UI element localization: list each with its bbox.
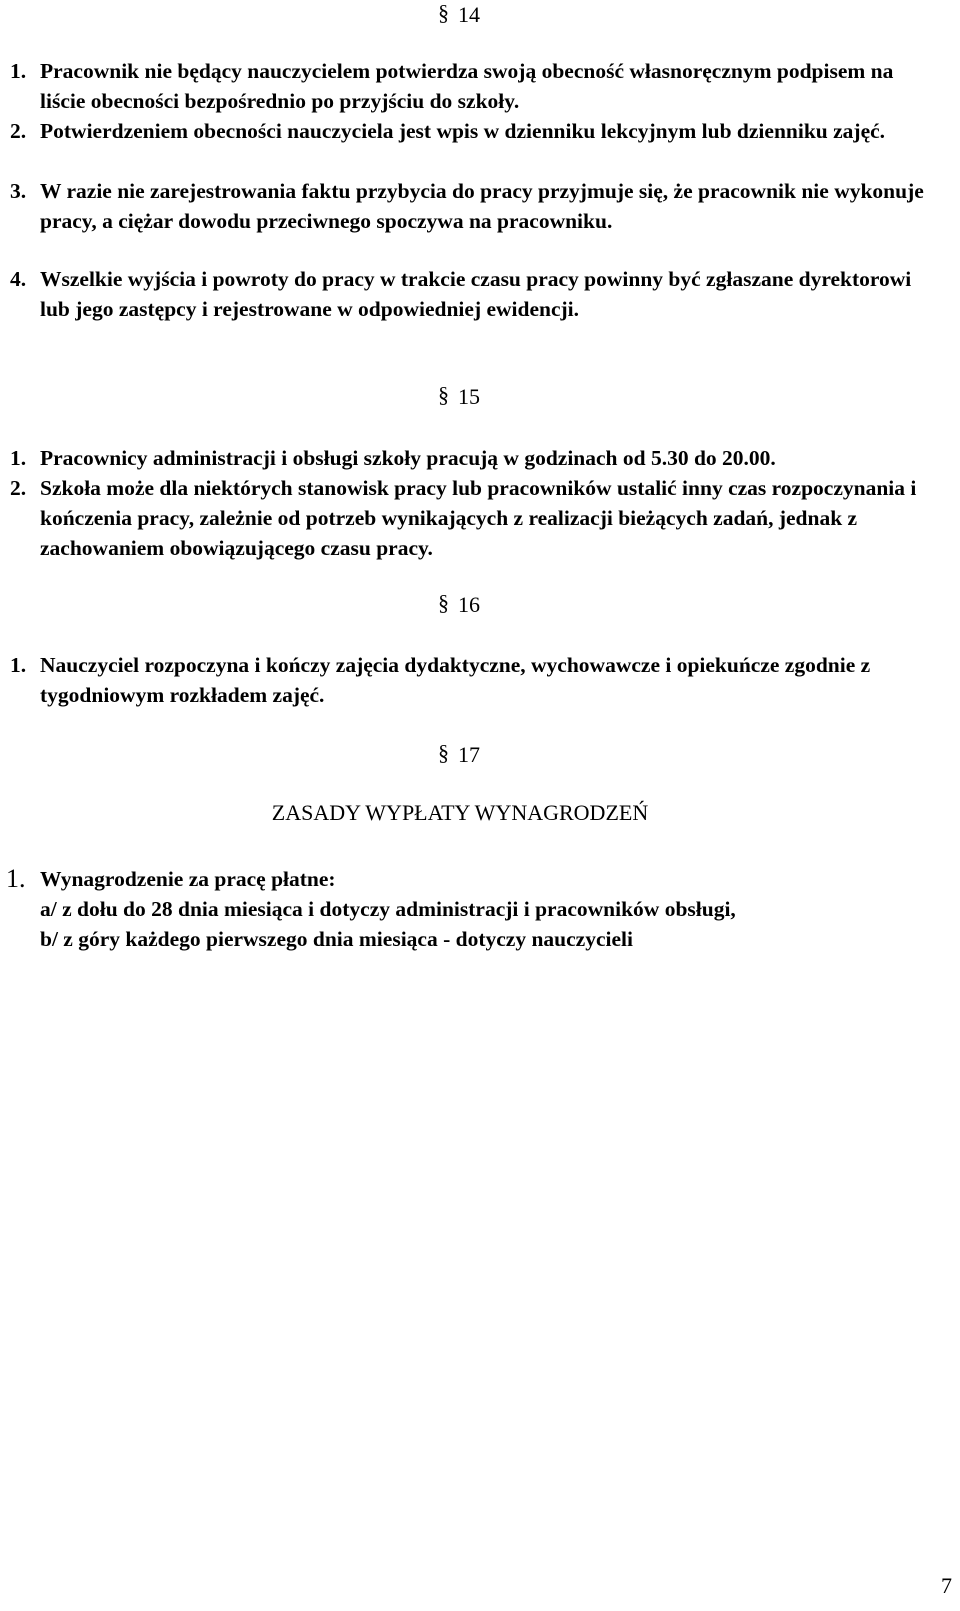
sub-item: a/ z dołu do 28 dnia miesiąca i dotyczy administracji i pracowników obsługi,: [40, 897, 736, 921]
item-text: Potwierdzeniem obecności nauczyciela jest wpis w dzienniku lekcyjnym lub dzienniku zajęć.: [40, 119, 886, 143]
item-text: Wszelkie wyjścia i powroty do pracy w trakcie czasu pracy powinny być zgłaszane dyrektorowi lub jego zastępcy i rejestrowane w odpowiedniej ewidencji.: [40, 267, 912, 321]
section-sign-icon: §: [438, 740, 449, 765]
item-number: 1.: [10, 653, 27, 677]
section-sign-icon: §: [438, 0, 449, 25]
sub-item: b/ z góry każdego pierwszego dnia miesiąca - dotyczy nauczycieli: [40, 927, 633, 951]
section-number: 14: [458, 2, 480, 27]
list-item: [10, 56, 940, 116]
list-item: [10, 116, 940, 146]
item-text: W razie nie zarejestrowania faktu przybycia do pracy przyjmuje się, że pracownik nie wykonuje pracy, a ciężar dowodu przeciwnego spoczywa na pracowniku.: [40, 179, 924, 233]
item-number: 2.: [10, 119, 27, 143]
list-item: [10, 650, 940, 710]
item-text: Pracownik nie będący nauczycielem potwierdza swoją obecność własnoręcznym podpisem na liście obecności bezpośrednio po przyjściu do szkoły.: [40, 59, 894, 113]
item-text: Szkoła może dla niektórych stanowisk pracy lub pracowników ustalić inny czas rozpoczynania i kończenia pracy, zależnie od potrzeb wynikających z realizacji bieżących zadań, jednak z zachowaniem obowiązującego czasu pracy.: [40, 476, 917, 560]
item-number: 1.: [10, 446, 27, 470]
section-number: 16: [458, 592, 480, 617]
list-item: [10, 443, 940, 473]
item-number: 1.: [6, 864, 26, 893]
item-text: Wynagrodzenie za pracę płatne:: [40, 867, 336, 891]
section-number: 17: [458, 742, 480, 767]
list-item: [10, 176, 940, 236]
item-number: 3.: [10, 179, 27, 203]
section-sign-icon: §: [438, 382, 449, 407]
item-text: Pracownicy administracji i obsługi szkoły pracują w godzinach od 5.30 do 20.00.: [40, 446, 776, 470]
page-number: 7: [941, 1573, 952, 1598]
list-item: [6, 864, 940, 894]
section-number: 15: [458, 384, 480, 409]
section-title: ZASADY WYPŁATY WYNAGRODZEŃ: [271, 800, 649, 825]
list-item: [10, 264, 940, 324]
item-number: 2.: [10, 476, 27, 500]
item-number: 1.: [10, 59, 27, 83]
section-sign-icon: §: [438, 590, 449, 615]
list-item: [10, 473, 940, 563]
item-number: 4.: [10, 267, 27, 291]
item-text: Nauczyciel rozpoczyna i kończy zajęcia dydaktyczne, wychowawcze i opiekuńcze zgodnie z tygodniowym rozkładem zajęć.: [40, 653, 871, 707]
